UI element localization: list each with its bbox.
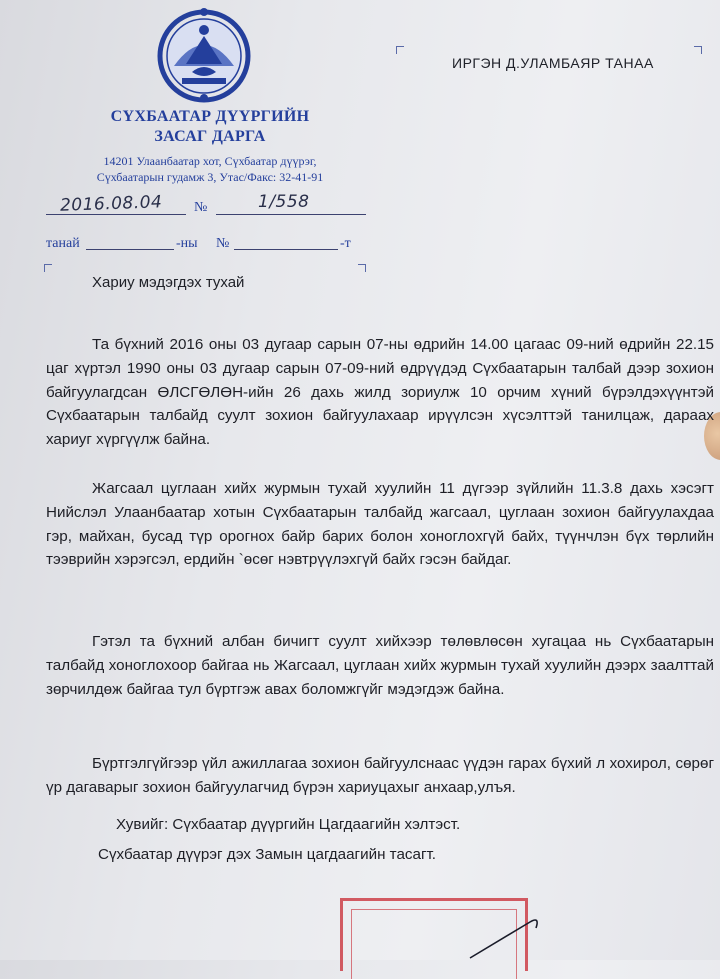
copy-to-line1: Хувийг: Сүхбаатар дүүргийн Цагдаагийн хэлтэст. <box>116 816 461 833</box>
body-paragraph-1: Та бүхний 2016 оны 03 дугаар сарын 07-ны өдрийн 14.00 цагаас 09-ний өдрийн 22.15 цаг хүртэл 1990 оны 03 дугаар сарын 07-09-ний өдрүүдэд Сүхбаатарын талбай дээр зохион байгуулагдсан ӨЛСГӨЛӨН-ийн 26 дахь жилд зориулж 10 орчим хүний бүрэлдэхүүнтэй Сүхбаатарын талбайд суулт зохион байгуулахаар ирүүлсэн хүсэлттэй танилцаж, дараах хариуг хүргүүлж байна. <box>46 336 714 449</box>
body-paragraph-4: Бүртгэлгүйгээр үйл ажиллагаа зохион байгуулснаас үүдэн гарах бүхий л хохирол, сөрөг үр дагаварыг зохион байгуулагчид бүрэн хариуцахыг анхаар,улъя. <box>46 755 714 796</box>
your-ny: -ны <box>176 236 198 251</box>
signature-mark <box>460 900 580 960</box>
your-t: -т <box>340 236 351 251</box>
your-date-line <box>86 249 174 250</box>
letter-subject: Хариу мэдэгдэх тухай <box>92 274 245 291</box>
body-paragraph-2: Жагсаал цуглаан хийх журмын тухай хуулийн 11 дүгээр зүйлийн 11.3.8 дахь хэсэгт Нийслэл Улаанбаатар хотын Сүхбаатарын талбайд жагсаал, цуглаан зохион байгуулахдаа гэр, майхан, бусад түр орогнох байр барих болон хоноглохгүй байх, түүнчлэн бүх төрлийн тээврийн хэрэгсэл, ердийн `өсөг нэвтрүүлэхгүй байх гэсэн байдаг. <box>46 480 714 569</box>
address-line2: Сүхбаатарын гудамж 3, Утас/Факс: 32-41-91 <box>96 170 324 184</box>
corner-mark <box>694 46 702 54</box>
letter-date: 2016.08.04 <box>59 192 163 216</box>
body-paragraph-3: Гэтэл та бүхний албан бичигт суулт хийхээр төлөвлөсөн хугацаа нь Сүхбаатарын талбайд хоноглохоор байгаа нь Жагсаал, цуглаан хийх журмын тухай хуулийн дээрх заалттай зөрчилдөж байгаа тул бүртгэж авах боломжгүйг мэдэгдэж байна. <box>46 633 714 698</box>
org-name-line1: СҮХБААТАР ДҮҮРГИЙН <box>110 108 310 125</box>
your-number-sign: № <box>216 236 230 251</box>
state-emblem-icon <box>152 6 256 104</box>
your-label: танай <box>46 236 80 251</box>
your-number-line <box>234 249 338 250</box>
corner-mark <box>396 46 404 54</box>
corner-mark <box>44 264 52 272</box>
org-name-line2: ЗАСАГ ДАРГА <box>154 128 266 145</box>
letter-number: 1/558 <box>258 192 310 212</box>
corner-mark <box>358 264 366 272</box>
copy-to-line2: Сүхбаатар дүүрэг дэх Замын цагдаагийн тасагт. <box>98 846 436 863</box>
recipient: ИРГЭН Д.УЛАМБАЯР ТАНАА <box>452 55 654 71</box>
date-underline <box>46 214 186 215</box>
number-underline <box>216 214 366 215</box>
number-sign: № <box>194 200 208 215</box>
address-line1: 14201 Улаанбаатар хот, Сүхбаатар дүүрэг, <box>103 154 317 168</box>
